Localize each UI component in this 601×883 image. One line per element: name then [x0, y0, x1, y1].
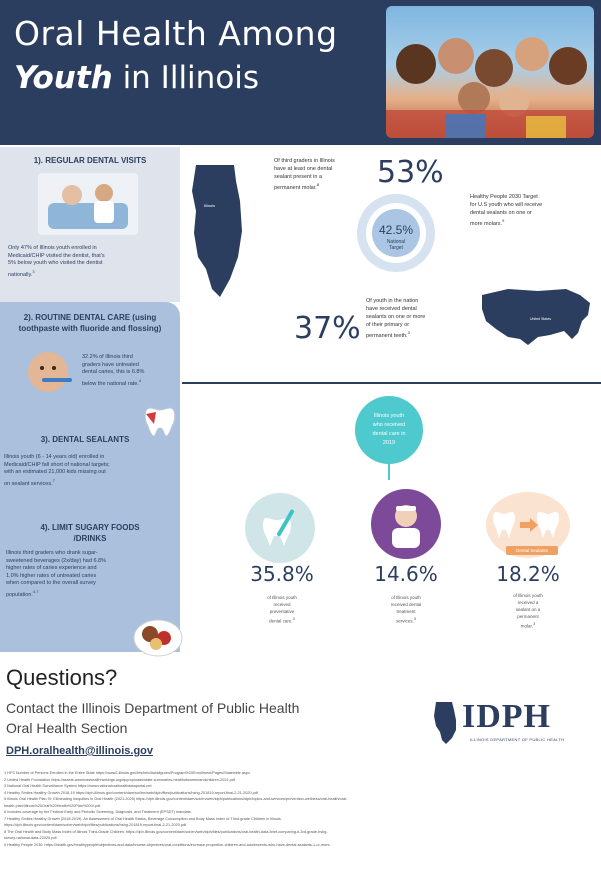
page-title: Oral Health Among [14, 14, 338, 53]
care-stat-3-text: of Illinois youth received a sealant on a permanent molar.3 [513, 593, 543, 629]
reference-item: 9 Healthy People 2030: https://health.gov/healthypeople/objectives-and-data/browse-objectives/oral-conditions/increase-proportion-children-and-adolescents-who-have-dental-sealants-1-or-more- [4, 842, 331, 847]
illinois-map-label: Illinois [204, 203, 216, 208]
header-banner [0, 0, 601, 145]
reference-item: 6 Includes coverage by the Federal Early and Periodic Screening, Diagnosis, and Treatment (EPSDT) mandate. [4, 810, 192, 814]
section4-heading: 4). LIMIT SUGARY FOODS /DRINKS [40, 523, 140, 543]
il-sealant-percent: 53% [377, 155, 444, 190]
reference-item: https://dph.illinois.gov/content/dam/soi/en/web/idph/files/publications/hshg-201819-report-final-2-21-2020.pdf [4, 823, 187, 827]
idph-illinois-logo-icon [432, 700, 460, 744]
care-stat-3-percent: 18.2% [496, 562, 560, 586]
sealant-panel [182, 147, 601, 382]
youth-photo [386, 6, 594, 138]
contact-line-1: Contact the Illinois Department of Public Health [6, 700, 300, 716]
regular-visits-card [0, 147, 180, 302]
us-sealant-percent: 37% [294, 311, 361, 346]
title-highlight: Youth [14, 60, 113, 96]
idph-logo-subtitle: ILLINOIS DEPARTMENT OF PUBLIC HEALTH [470, 737, 565, 742]
reference-item: 7 Healthy Smiles Healthy Growth (2018-2019). An Assessment of Oral Health Status, Beverage Consumption and Body Mass Index of Third-grade Children in Illinois. [4, 816, 282, 821]
target-label: National Target [386, 239, 406, 251]
preventative-care-icon [244, 492, 316, 564]
section3-heading: 3). DENTAL SEALANTS [40, 435, 130, 444]
reference-item: 3 National Oral Health Surveillance System https://www.nationaloralhealthdataportal.net [4, 784, 152, 788]
section1-text: Only 47% of Illinois youth enrolled in Medicaid/CHIP visited the dentist, that's 5% below youth who visited the dentist nationally.$^3$ [8, 245, 105, 278]
left-column [0, 147, 180, 652]
care-stat-1-text: of Illinois youth received preventative dental care.3 [267, 595, 297, 624]
contact-line-2: Oral Health Section [6, 720, 128, 736]
healthy-people-text: Healthy People 2030 Target for U.S youth who will receive dental sealants on one or more molars.$^9$ [470, 194, 543, 227]
care-stat-2-text: of Illinois youth received dental treatment services.3 [390, 595, 422, 624]
care-stat-1-percent: 35.8% [250, 562, 314, 586]
reference-item: 1 HFS Number of Persons Enrolled in the Entire State https://www2.illinois.gov/hfs/info/factsfigures/Program%20Enrollment/Pages/Statewide.aspx [4, 771, 250, 775]
dentist-visit-photo [38, 173, 138, 235]
section2-text: 32.2% of Illinois third graders have untreated dental caries, this is 6.8% below the national rate.$^4$ [82, 354, 145, 387]
sugary-food-icon [132, 614, 184, 658]
reference-item: 5 Illinois Oral Health Plan IV: Eliminating Inequities in Oral Health (2021-2025) https://dph.illinois.gov/content/dam/soi/en/web/idph/publications/idph/topics-and-services/prevention-wellness/oral-health/oral- [4, 797, 348, 801]
section-divider [182, 382, 601, 384]
care-stat-2-percent: 14.6% [374, 562, 438, 586]
child-toothbrush-icon [22, 348, 78, 394]
target-percent: 42.5% [378, 223, 414, 237]
questions-heading: Questions? [6, 665, 118, 690]
tooth-shield-icon [142, 402, 178, 438]
section1-heading: 1). REGULAR DENTAL VISITS [33, 156, 147, 165]
usa-map-icon [478, 281, 596, 351]
reference-item: survey-national-data-22020.pdf [4, 836, 57, 840]
section4-text: Illinois third graders who drank sugar- sweetened beverages (2x/day) had 6.8% higher rates of caries experience and 1.0% higher rates of untreated caries when compared to the overall survey population.$^{4,7}$ [6, 550, 106, 598]
care-card [0, 302, 180, 652]
references-list [4, 770, 598, 848]
reference-item: 4 Healthy Smiles Healthy Growth 2018-19 https://dph.illinois.gov/content/dam/soi/en/web/idph/files/publications/hshg-201819-report-final-2-21-2020.pdf [4, 790, 258, 795]
reference-item: 8 The Oral Health and Body Mass Index of Illinois Third-Grade Children. https://dph.illinois.gov/content/dam/soi/en/web/idph/files/publications/oral-health-data-brief-comparing-it-3rd-grade-hshg- [4, 829, 328, 834]
idph-logo-text: IDPH [462, 698, 551, 735]
page-subtitle [14, 60, 259, 96]
us-sealant-text: Of youth in the nation have received dental sealants on one or more of their primary or permanent teeth.$^3$ [366, 298, 426, 339]
sealant-badge: Dental Sealants [506, 546, 558, 555]
contact-email-link[interactable]: DPH.oralhealth@illinois.gov [6, 745, 154, 757]
reference-item: 2 United Health Foundation https://assets.americashealthrankings.org/app/uploads/state-summaries-healthofwomenandchildren-2021.pdf [4, 777, 235, 782]
reference-item: health-plan/Illinois%20Oral%20Health%20Plan%20IV.pdf [4, 803, 101, 808]
title-rest: in Illinois [112, 60, 260, 96]
section3-text: Illinois youth (6 - 14 years old) enrolled in Medicaid/CHIP fall short of national targets; with an estimated 21,000 kids missing out on sealant services.$^7$ [4, 454, 110, 487]
il-sealant-text: Of third graders in Illinois have at least one dental sealant present in a permanent molar.$^8$ [274, 158, 335, 191]
dentist-icon [370, 488, 442, 560]
illinois-map-icon [190, 161, 246, 301]
section2-heading: 2). ROUTINE DENTAL CARE (using toothpaste with fluoride and flossing) [18, 313, 162, 333]
usa-map-label: United States [530, 317, 552, 321]
care-bubble-text: Illinois youth who received dental care in 2019 [372, 413, 406, 446]
